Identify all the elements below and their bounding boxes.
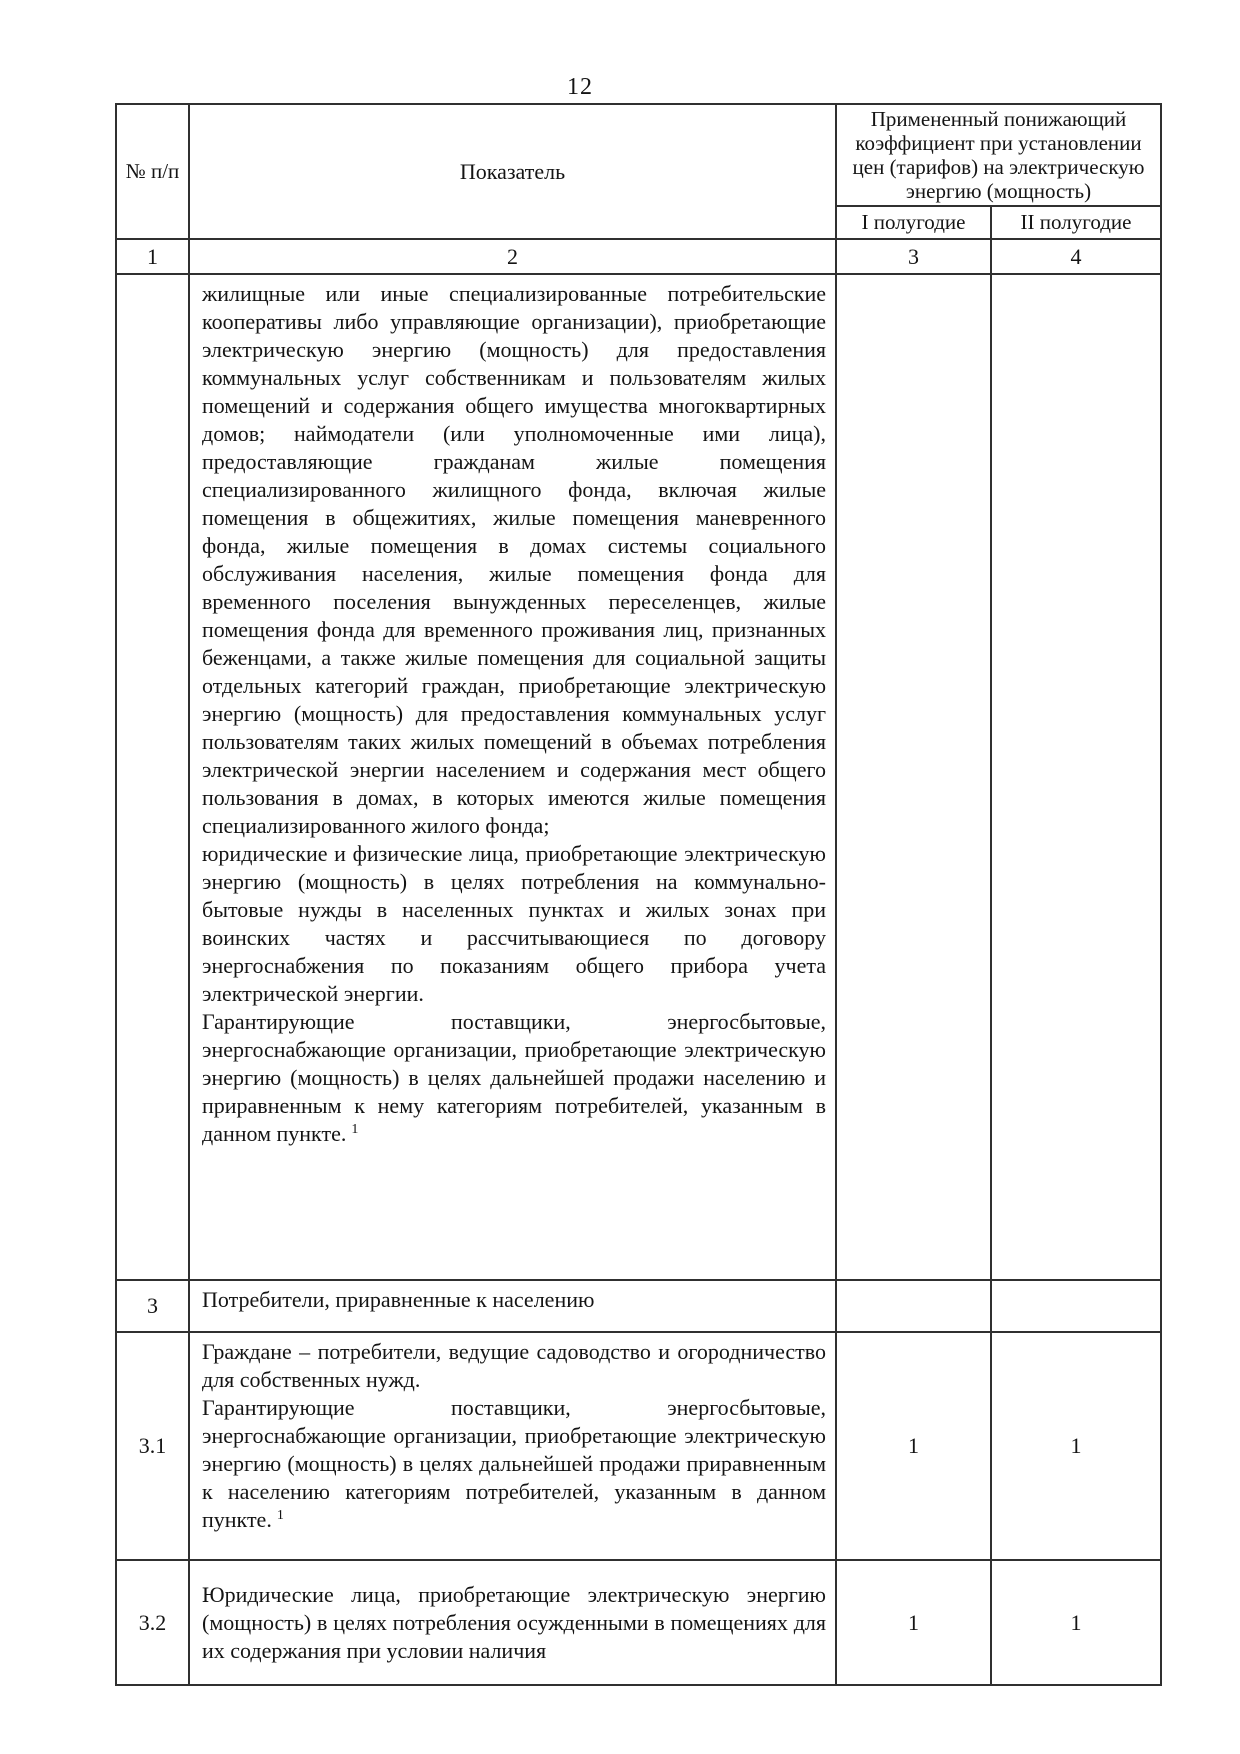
half1-value-cell	[836, 1280, 991, 1332]
indicator-cell	[189, 1560, 836, 1685]
table-row-3-2	[116, 1560, 1161, 1685]
column-index-row	[116, 239, 1161, 274]
table-row-3	[116, 1280, 1161, 1332]
paragraph: Граждане – потребители, ведущие садоводство и огородничество для собственных нужд.	[202, 1339, 826, 1392]
half2-value-cell: 1	[991, 1332, 1161, 1560]
column-index-3: 3	[836, 239, 991, 274]
column-index-1: 1	[116, 239, 189, 274]
paragraph-text: Гарантирующие поставщики, энергосбытовые, энергоснабжающие организации, приобретающие электрическую энергию (мощность) в целях дальнейшей продажи приравненным к населению категориям потребителей, указанным в данном пункте.	[202, 1395, 826, 1532]
table-row-3-1	[116, 1332, 1161, 1560]
row-number-cell: 3.2	[116, 1560, 189, 1685]
half1-value-cell: 1	[836, 1560, 991, 1685]
paragraph: Потребители, приравненные к населению	[202, 1287, 595, 1312]
paragraph: жилищные или иные специализированные потребительские кооперативы либо управляющие организации), приобретающие электрическую энергию (мощность) для предоставления коммунальных услуг собственникам и пользователям жилых помещений и содержания общего имущества многоквартирных домов; наймодатели (или уполномоченные ими лица), предоставляющие гражданам жилые помещения специализированного жилищного фонда, включая жилые помещения в общежитиях, жилые помещения маневренного фонда, жилые помещения в домах системы социального обслуживания населения, жилые помещения фонда для временного поселения вынужденных переселенцев, жилые помещения фонда для временного проживания лиц, признанных беженцами, а также жилые помещения для социальной защиты отдельных категорий граждан, приобретающие электрическую энергию (мощность) для предоставления коммунальных услуг пользователям таких жилых помещений в объемах потребления электрической энергии населением и содержания мест общего пользования в домах, в которых имеются жилые помещения специализированного жилого фонда;	[202, 281, 826, 838]
column-index-4: 4	[991, 239, 1161, 274]
header-num-col: № п/п	[116, 104, 189, 239]
indicator-cell	[189, 1332, 836, 1560]
half2-value-cell: 1	[991, 1560, 1161, 1685]
header-half-year-1: I полугодие	[836, 206, 991, 239]
paragraph	[202, 1008, 826, 1148]
half2-value-cell	[991, 1280, 1161, 1332]
paragraph: юридические и физические лица, приобретающие электрическую энергию (мощность) в целях потребления на коммунально-бытовые нужды в населенных пунктах и жилых зонах при воинских частях и рассчитывающиеся по договору энергоснабжения по показаниям общего прибора учета электрической энергии.	[202, 841, 826, 1006]
indicator-cell	[189, 274, 836, 1280]
paragraph	[202, 1394, 826, 1534]
row-number-cell: 3	[116, 1280, 189, 1332]
page-number: 12	[567, 74, 593, 100]
header-row	[116, 104, 1161, 206]
row-number-cell	[116, 274, 189, 1280]
footnote-ref: 1	[276, 1507, 284, 1523]
table-row-continuation	[116, 274, 1161, 1280]
paragraph-text: Гарантирующие поставщики, энергосбытовые, энергоснабжающие организации, приобретающие электрическую энергию (мощность) в целях дальнейшей продажи населению и приравненным к нему категориям потребителей, указанным в данном пункте.	[202, 1009, 826, 1146]
indicator-cell	[189, 1280, 836, 1332]
half1-value-cell: 1	[836, 1332, 991, 1560]
paragraph: Юридические лица, приобретающие электрическую энергию (мощность) в целях потребления осужденными в помещениях для их содержания при условии наличия	[202, 1581, 826, 1663]
footnote-ref: 1	[351, 1121, 359, 1137]
row-number-cell: 3.1	[116, 1332, 189, 1560]
header-half-year-2: II полугодие	[991, 206, 1161, 239]
tariff-coefficient-table	[115, 103, 1162, 1686]
half2-value-cell	[991, 274, 1161, 1280]
half1-value-cell	[836, 274, 991, 1280]
header-coefficient-col: Примененный понижающий коэффициент при установлении цен (тарифов) на электрическую энергию (мощность)	[836, 104, 1161, 206]
header-indicator-col: Показатель	[189, 104, 836, 239]
column-index-2: 2	[189, 239, 836, 274]
